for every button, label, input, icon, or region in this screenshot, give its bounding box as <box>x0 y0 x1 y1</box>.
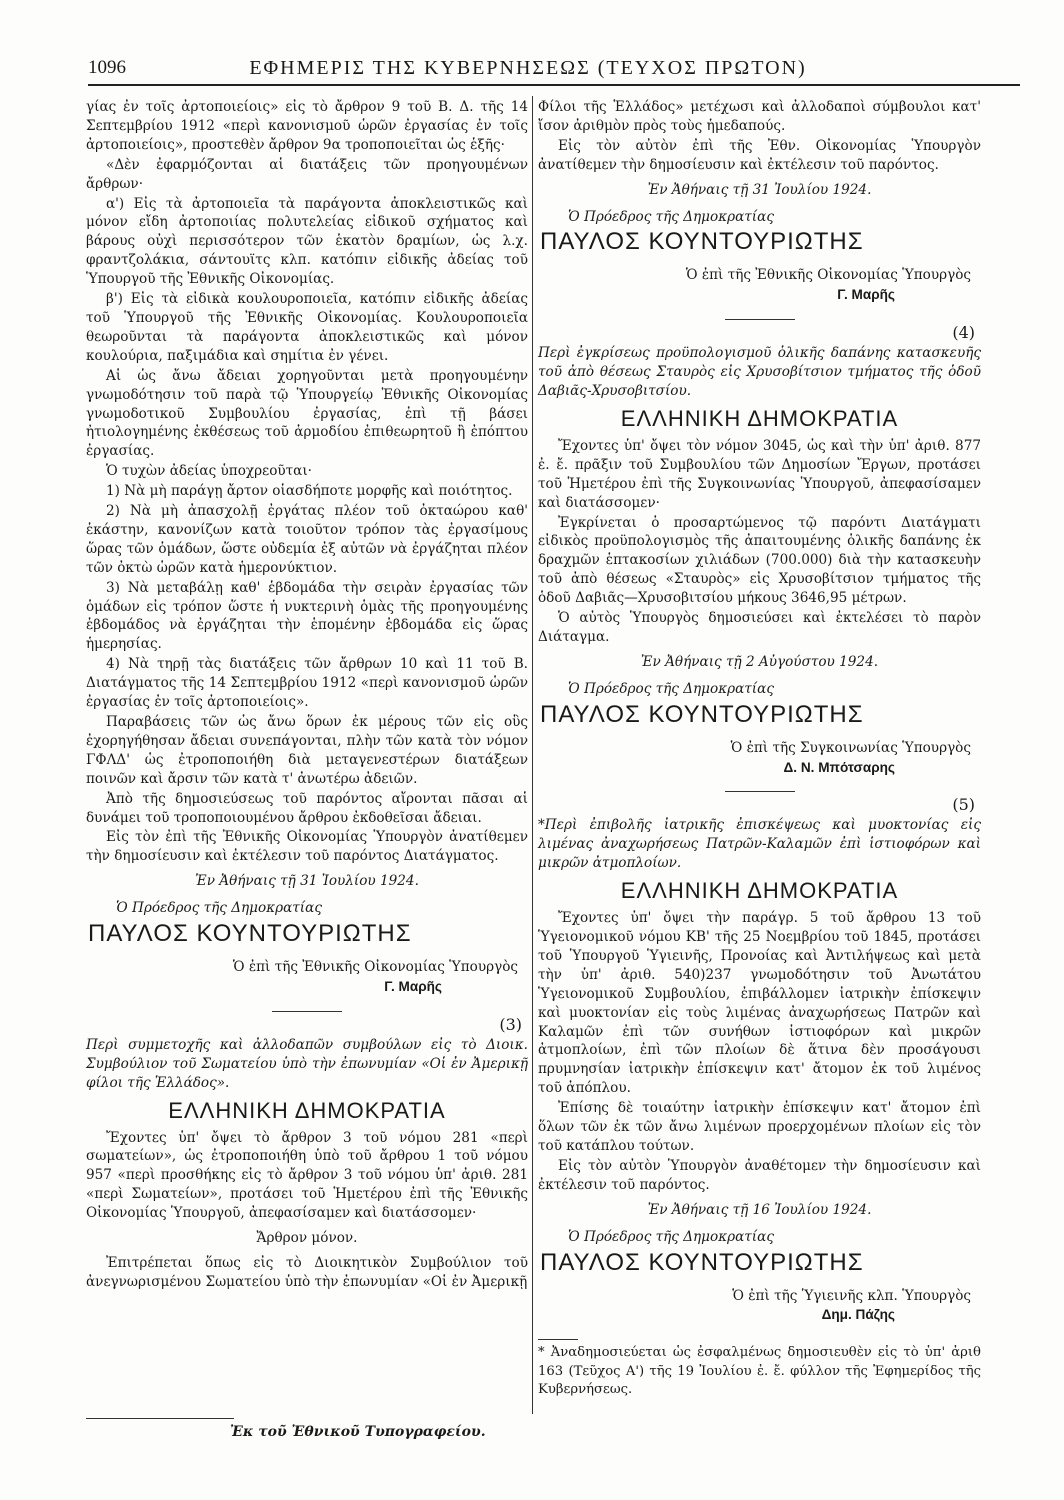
president-name: ΠΑΥΛΟΣ ΚΟΥΝΤΟΥΡΙΩΤΗΣ <box>540 700 864 728</box>
paragraph: Ἐγκρίνεται ὁ προσαρτώμενος τῷ παρόντι Διατάγματι εἰδικὸς προϋπολογισμὸς τῆς ἀπαιτουμένης ὁλικῆς δαπάνης ἐκ δραχμῶν ἑπτακοσίων χιλιάδων (700.000) διὰ τὴν κατασκευὴν τοῦ ἀπὸ θέσεως «Σταυρὸς» εἰς Χρυσοβίτσιον τμήματος τῆς ὁδοῦ Δαβιᾶς—Χρυσοβιτσίου μήκους 3646,95 μέτρων. <box>538 514 981 607</box>
decree-date: Ἐν Ἀθήναις τῇ 16 Ἰουλίου 1924. <box>647 1201 872 1218</box>
republic-heading: ΕΛΛΗΝΙΚΗ ΔΗΜΟΚΡΑΤΙΑ <box>168 1097 446 1123</box>
paragraph: Ἐπιτρέπεται ὅπως εἰς τὸ Διοικητικὸν Συμβούλιον τοῦ ἀνεγνωρισμένου Σωματείου ὑπὸ τὴν ἐπωνυμίαν «Οἱ ἐν Ἀμερικῇ <box>86 1254 528 1290</box>
paragraph: 4) Νὰ τηρῇ τὰς διατάξεις τῶν ἄρθρων 10 καὶ 11 τοῦ Β. Διατάγματος τῆς 14 Σεπτεμβρίου 1912 «περὶ κανονισμοῦ ὡρῶν ἐργασίας ἐν τοῖς ἀρτοποιείοις». <box>86 656 528 711</box>
president-name: ΠΑΥΛΟΣ ΚΟΥΝΤΟΥΡΙΩΤΗΣ <box>88 920 412 948</box>
minister-name: Δημ. Πάζης <box>821 1307 895 1323</box>
decree-title: *Περὶ ἐπιβολῆς ἰατρικῆς ἐπισκέψεως καὶ μυοκτονίας εἰς λιμένας ἀναχωρήσεως Πατρῶν-Καλαμῶν ἐπὶ ἱστιοφόρων καὶ μικρῶν ἀτμοπλοίων. <box>538 817 981 872</box>
paragraph: Αἱ ὡς ἄνω ἄδειαι χορηγοῦνται μετὰ προηγουμένην γνωμοδότησιν τοῦ παρὰ τῷ Ὑπουργείῳ Ἐθνικῆς Οἰκονομίας γνωμοδοτικοῦ Συμβουλίου ἐργασίας, ἐπὶ τῇ βάσει ἠτιολογημένης ἐκθέσεως τοῦ ἁρμοδίου ἐπιθεωρητοῦ ἢ ἐπόπτου ἐργασίας. <box>86 367 528 460</box>
paragraph: Ὁ αὐτὸς Ὑπουργὸς δημοσιεύσει καὶ ἐκτελέσει τὸ παρὸν Διάταγμα. <box>538 610 981 645</box>
running-title: ΕΦΗΜΕΡΙΣ ΤΗΣ ΚΥΒΕΡΝΗΣΕΩΣ (ΤΕΥΧΟΣ ΠΡΩΤΟΝ) <box>249 56 807 79</box>
section-divider <box>725 791 795 792</box>
printer-imprint: Ἐκ τοῦ Ἐθνικοῦ Τυπογραφείου. <box>230 1424 486 1440</box>
paragraph: Ἐπίσης δὲ τοιαύτην ἰατρικὴν ἐπίσκεψιν κατ' ἄτομον ἐπὶ ὅλων τῶν ἐκ τῶν ἄνω λιμένων προερχομένων πλοίων εἰς τὸν τοῦ κατάπλου τούτων. <box>538 1100 981 1154</box>
minister-name: Γ. Μαρῆς <box>384 978 442 994</box>
paragraph: «Δὲν ἐφαρμόζονται αἱ διατάξεις τῶν προηγουμένων ἄρθρων· <box>86 156 528 192</box>
footnote: * Ἀναδημοσιεύεται ὡς ἐσφαλμένως δημοσιευθὲν εἰς τὸ ὑπ' ἀριθ 163 (Τεῦχος Α') τῆς 19 Ἰουλίου ἐ. ἔ. φύλλον τῆς Ἐφημερίδος τῆς Κυβερνήσεως. <box>538 1345 981 1398</box>
decree-date: Ἐν Ἀθήναις τῇ 31 Ἰουλίου 1924. <box>647 181 872 198</box>
paragraph: Φίλοι τῆς Ἑλλάδος» μετέχωσι καὶ ἀλλοδαποὶ σύμβουλοι κατ' ἴσον ἀριθμὸν πρὸς τοὺς ἡμεδαπούς. <box>538 99 981 134</box>
right-column <box>538 98 981 1401</box>
decree-title: Περὶ ἐγκρίσεως προϋπολογισμοῦ ὁλικῆς δαπάνης κατασκευῆς τοῦ ἀπὸ θέσεως Σταυρὸς εἰς Χρυσοβίτσιον τμήματος τῆς ὁδοῦ Δαβιᾶς-Χρυσοβιτσίου. <box>538 345 981 399</box>
paragraph: Εἰς τὸν αὐτὸν Ὑπουργὸν ἀναθέτομεν τὴν δημοσίευσιν καὶ ἐκτέλεσιν τοῦ παρόντος. <box>538 1157 981 1193</box>
left-column <box>86 98 528 1293</box>
paragraph: Εἰς τὸν ἐπὶ τῆς Ἐθνικῆς Οἰκονομίας Ὑπουργὸν ἀνατίθεμεν τὴν δημοσίευσιν καὶ ἐκτέλεσιν τοῦ παρόντος Διατάγματος. <box>86 829 528 865</box>
paragraph: β') Εἰς τὰ εἰδικὰ κουλουροποιεῖα, κατόπιν εἰδικῆς ἀδείας τοῦ Ὑπουργοῦ τῆς Ἐθνικῆς Οἰκονομίας. Κουλουροποιεῖα θεωροῦνται τὰ παράγοντα ἀποκλειστικῶς καὶ μόνον κουλούρια, παξιμάδια καὶ σημίτια ἐν γένει. <box>86 291 528 364</box>
section-divider <box>725 319 795 320</box>
minister-label: Ὁ ἐπὶ τῆς Ἐθνικῆς Οἰκονομίας Ὑπουργὸς <box>232 959 518 976</box>
paragraph: Ἔχοντες ὑπ' ὄψει τὸν νόμον 3045, ὡς καὶ τὴν ὑπ' ἀριθ. 877 ἐ. ἔ. πρᾶξιν τοῦ Συμβουλίου τῶν Δημοσίων Ἔργων, προτάσει τοῦ Ἡμετέρου ἐπὶ τῆς Συγκοινωνίας Ὑπουργοῦ, ἀπεφασίσαμεν καὶ διατάσσομεν· <box>538 437 981 511</box>
decree-number: (3) <box>499 1014 522 1034</box>
president-label: Ὁ Πρόεδρος τῆς Δημοκρατίας <box>568 208 774 225</box>
decree-date: Ἐν Ἀθήναις τῇ 2 Αὐγούστου 1924. <box>640 653 879 670</box>
paragraph: Ἀπὸ τῆς δημοσιεύσεως τοῦ παρόντος αἴρονται πᾶσαι αἱ δυνάμει τοῦ τροποποιουμένου ἄρθρου ἐκδοθεῖσαι ἄδειαι. <box>86 790 528 826</box>
paragraph: Παραβάσεις τῶν ὡς ἄνω ὅρων ἐκ μέρους τῶν εἰς οὓς ἐχορηγήθησαν ἄδειαι συνεπάγονται, πλὴν τῶν κατὰ τὸν νόμον ΓΦΛΔ' ὡς ἐτροποποιήθη διὰ μεταγενεστέρων διατάξεων ποινῶν καὶ ἄρσιν τῶν κατὰ τ' ἀνωτέρω ἀδειῶν. <box>86 714 528 787</box>
minister-label: Ὁ ἐπὶ τῆς Ὑγιεινῆς κλπ. Ὑπουργὸς <box>732 1287 971 1304</box>
paragraph: Εἰς τὸν αὐτὸν ἐπὶ τῆς Ἐθν. Οἰκονομίας Ὑπουργὸν ἀνατίθεμεν τὴν δημοσίευσιν καὶ ἐκτέλεσιν τοῦ παρόντος. <box>538 137 981 173</box>
minister-label: Ὁ ἐπὶ τῆς Ἐθνικῆς Οἰκονομίας Ὑπουργὸς <box>685 267 971 284</box>
president-label: Ὁ Πρόεδρος τῆς Δημοκρατίας <box>116 900 322 917</box>
republic-heading: ΕΛΛΗΝΙΚΗ ΔΗΜΟΚΡΑΤΙΑ <box>620 878 899 904</box>
president-name: ΠΑΥΛΟΣ ΚΟΥΝΤΟΥΡΙΩΤΗΣ <box>540 1248 864 1276</box>
paragraph: Ὁ τυχὼν ἀδείας ὑποχρεοῦται· <box>106 463 312 480</box>
paragraph: 3) Νὰ μεταβάλῃ καθ' ἑβδομάδα τὴν σειρὰν ἐργασίας τῶν ὁμάδων εἰς τρόπον ὥστε ἡ νυκτερινὴ ὁμὰς τῆς προηγουμένης ἑβδομάδος νὰ ἐργάζηται τὴν ἑπομένην ἑβδομάδα εἰς ὥρας ἡμερησίας. <box>86 579 528 653</box>
decree-date: Ἐν Ἀθήναις τῇ 31 Ἰουλίου 1924. <box>195 873 419 890</box>
decree-number: (4) <box>952 323 975 343</box>
republic-heading: ΕΛΛΗΝΙΚΗ ΔΗΜΟΚΡΑΤΙΑ <box>620 405 899 431</box>
decree-number: (5) <box>952 795 975 815</box>
minister-name: Δ. Ν. Μπότσαρης <box>783 759 895 775</box>
footnote-divider <box>538 1339 578 1340</box>
paragraph: Ἔχοντες ὑπ' ὄψει τὴν παράγρ. 5 τοῦ ἄρθρου 13 τοῦ Ὑγειονομικοῦ νόμου ΚΒ' τῆς 25 Νοεμβρίου τοῦ 1845, προτάσει τοῦ Ὑπουργοῦ Ὑγιεινῆς, Προνοίας καὶ Ἀντιλήψεως καὶ μετὰ τὴν ὑπ' ἀριθ. 540)237 γνωμοδότησιν τοῦ Ἀνωτάτου Ὑγειονομικοῦ Συμβουλίου, ἐπιβάλλομεν ἰατρικὴν ἐπίσκεψιν καὶ μυοκτονίαν εἰς τοὺς λιμένας ἀναχωρήσεως Πατρῶν καὶ Καλαμῶν ἐπὶ τῶν συνήθων ἱστιοφόρων καὶ μικρῶν ἀτμοπλοίων, ἐπὶ τῶν πλοίων δὲ ἅτινα δὲν προσάγουσι πρυμνησίαν ἰατρικὴν ἐπίσκεψιν κατ' ἄτομον ἐκ τοῦ λιμένος τοῦ ἀπόπλου. <box>538 910 981 1097</box>
president-name: ΠΑΥΛΟΣ ΚΟΥΝΤΟΥΡΙΩΤΗΣ <box>540 228 864 256</box>
printer-divider <box>86 1418 234 1419</box>
minister-label: Ὁ ἐπὶ τῆς Συγκοινωνίας Ὑπουργὸς <box>730 739 971 756</box>
section-divider <box>272 1011 342 1012</box>
paragraph: 1) Νὰ μὴ παράγῃ ἄρτον οἱασδήποτε μορφῆς καὶ ποιότητος. <box>106 483 513 500</box>
president-label: Ὁ Πρόεδρος τῆς Δημοκρατίας <box>568 680 774 697</box>
paragraph: Ἔχοντες ὑπ' ὄψει τὸ ἄρθρον 3 τοῦ νόμου 281 «περὶ σωματείων», ὡς ἐτροποποιήθη ὑπὸ τοῦ ἄρθρου 1 τοῦ νόμου 957 «περὶ προσθήκης εἰς τὸ ἄρθρον 3 τοῦ νόμου ὑπ' ἀριθ. 281 «περὶ Σωματείων», προτάσει τοῦ Ἡμετέρου ἐπὶ τῆς Ἐθνικῆς Οἰκονομίας Ὑπουργοῦ, ἀπεφασίσαμεν καὶ διατάσσομεν· <box>86 1129 528 1222</box>
decree-title: Περὶ συμμετοχῆς καὶ ἀλλοδαπῶν συμβούλων εἰς τὸ Διοικ. Συμβούλιον τοῦ Σωματείου ὑπὸ τὴν ἐπωνυμίαν «Οἱ ἐν Ἀμερικῇ φίλοι τῆς Ἑλλάδος». <box>86 1036 528 1091</box>
president-label: Ὁ Πρόεδρος τῆς Δημοκρατίας <box>568 1228 774 1245</box>
column-divider <box>532 96 533 1414</box>
minister-name: Γ. Μαρῆς <box>837 287 895 303</box>
paragraph: 2) Νὰ μὴ ἀπασχολῇ ἐργάτας πλέον τοῦ ὀκταώρου καθ' ἑκάστην, κανονίζων κατὰ τοιοῦτον τρόπον τὰς ἐργασίμους ὥρας τῶν ὁμάδων, ὥστε οὐδεμία ἐξ αὐτῶν νὰ ἐργάζηται πλέον τῶν ὀκτὼ ὡρῶν κατὰ ἡμερονύκτιον. <box>86 503 528 576</box>
page-number: 1096 <box>88 57 126 78</box>
paragraph: γίας ἐν τοῖς ἀρτοποιείοις» εἰς τὸ ἄρθρον 9 τοῦ Β. Δ. τῆς 14 Σεπτεμβρίου 1912 «περὶ κανονισμοῦ ὡρῶν ἐργασίας ἐν τοῖς ἀρτοποιείοις», προστεθὲν ἄρθρον 9α τροποποιεῖται ὡς ἑξῆς· <box>86 99 528 153</box>
paragraph: α') Εἰς τὰ ἀρτοποιεῖα τὰ παράγοντα ἀποκλειστικῶς καὶ μόνον εἴδη ἀρτοποιίας πολυτελείας εἰδικοῦ σχήματος καὶ βάρους οὐχὶ περισσότερον τῶν ἑκατὸν δραμίων, ὡς λ.χ. φραντζολάκια, σάντουϊτς κλπ. κατόπιν εἰδικῆς ἀδείας τοῦ Ὑπουργοῦ τῆς Ἐθνικῆς Οἰκονομίας. <box>86 195 528 288</box>
article-heading: Ἄρθρον μόνον. <box>256 1230 358 1247</box>
page-header <box>88 52 1020 86</box>
